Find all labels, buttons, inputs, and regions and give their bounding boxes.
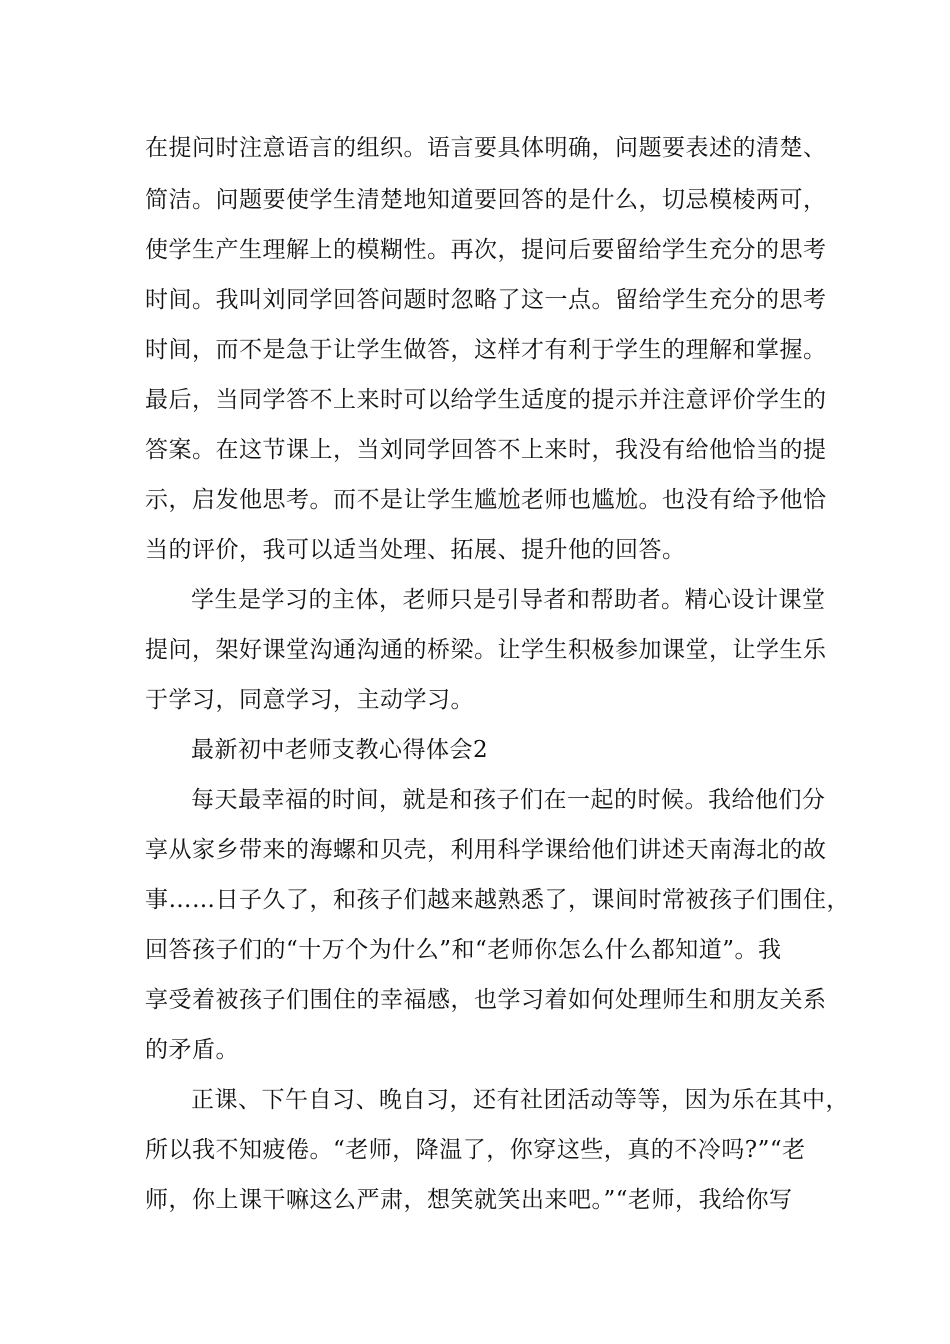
text-line: 时间。我叫刘同学回答问题时忽略了这一点。留给学生充分的思考: [145, 287, 827, 313]
text-line: 享从家乡带来的海螺和贝壳，利用科学课给他们讲述天南海北的故: [145, 837, 827, 863]
text-line: 师，你上课干嘛这么严肃，想笑就笑出来吧。”“老师，我给你写: [145, 1187, 793, 1213]
text-line: 每天最幸福的时间，就是和孩子们在一起的时候。我给他们分: [191, 787, 826, 813]
text-line: 在提问时注意语言的组织。语言要具体明确，问题要表述的清楚、: [145, 135, 827, 161]
text-line: 所以我不知疲倦。“老师，降温了，你穿这些，真的不冷吗?”“老: [145, 1137, 806, 1163]
text-line: 简洁。问题要使学生清楚地知道要回答的是什么，切忌模棱两可，: [145, 187, 827, 213]
text-line: 正课、下午自习、晚自习，还有社团活动等等，因为乐在其中，: [191, 1087, 849, 1113]
section-heading: 最新初中老师支教心得体会2: [191, 737, 489, 763]
text-line: 于学习，同意学习，主动学习。: [145, 687, 474, 713]
text-line: 最后，当同学答不上来时可以给学生适度的提示并注意评价学生的: [145, 387, 827, 413]
text-line: 提问，架好课堂沟通沟通的桥梁。让学生积极参加课堂，让学生乐: [145, 637, 827, 663]
text-line: 的矛盾。: [145, 1037, 239, 1063]
text-line: 时间，而不是急于让学生做答，这样才有利于学生的理解和掌握。: [145, 337, 827, 363]
text-line: 示，启发他思考。而不是让学生尴尬老师也尴尬。也没有给予他恰: [145, 487, 827, 513]
text-line: 回答孩子们的“十万个为什么”和“老师你怎么什么都知道”。我: [145, 937, 782, 963]
text-line: 事……日子久了，和孩子们越来越熟悉了，课间时常被孩子们围住，: [145, 887, 850, 913]
text-line: 答案。在这节课上，当刘同学回答不上来时，我没有给他恰当的提: [145, 437, 827, 463]
text-line: 享受着被孩子们围住的幸福感，也学习着如何处理师生和朋友关系: [145, 987, 827, 1013]
text-line: 学生是学习的主体，老师只是引导者和帮助者。精心设计课堂: [191, 587, 826, 613]
text-line: 使学生产生理解上的模糊性。再次，提问后要留给学生充分的思考: [145, 237, 827, 263]
text-line: 当的评价，我可以适当处理、拓展、提升他的回答。: [145, 537, 686, 563]
